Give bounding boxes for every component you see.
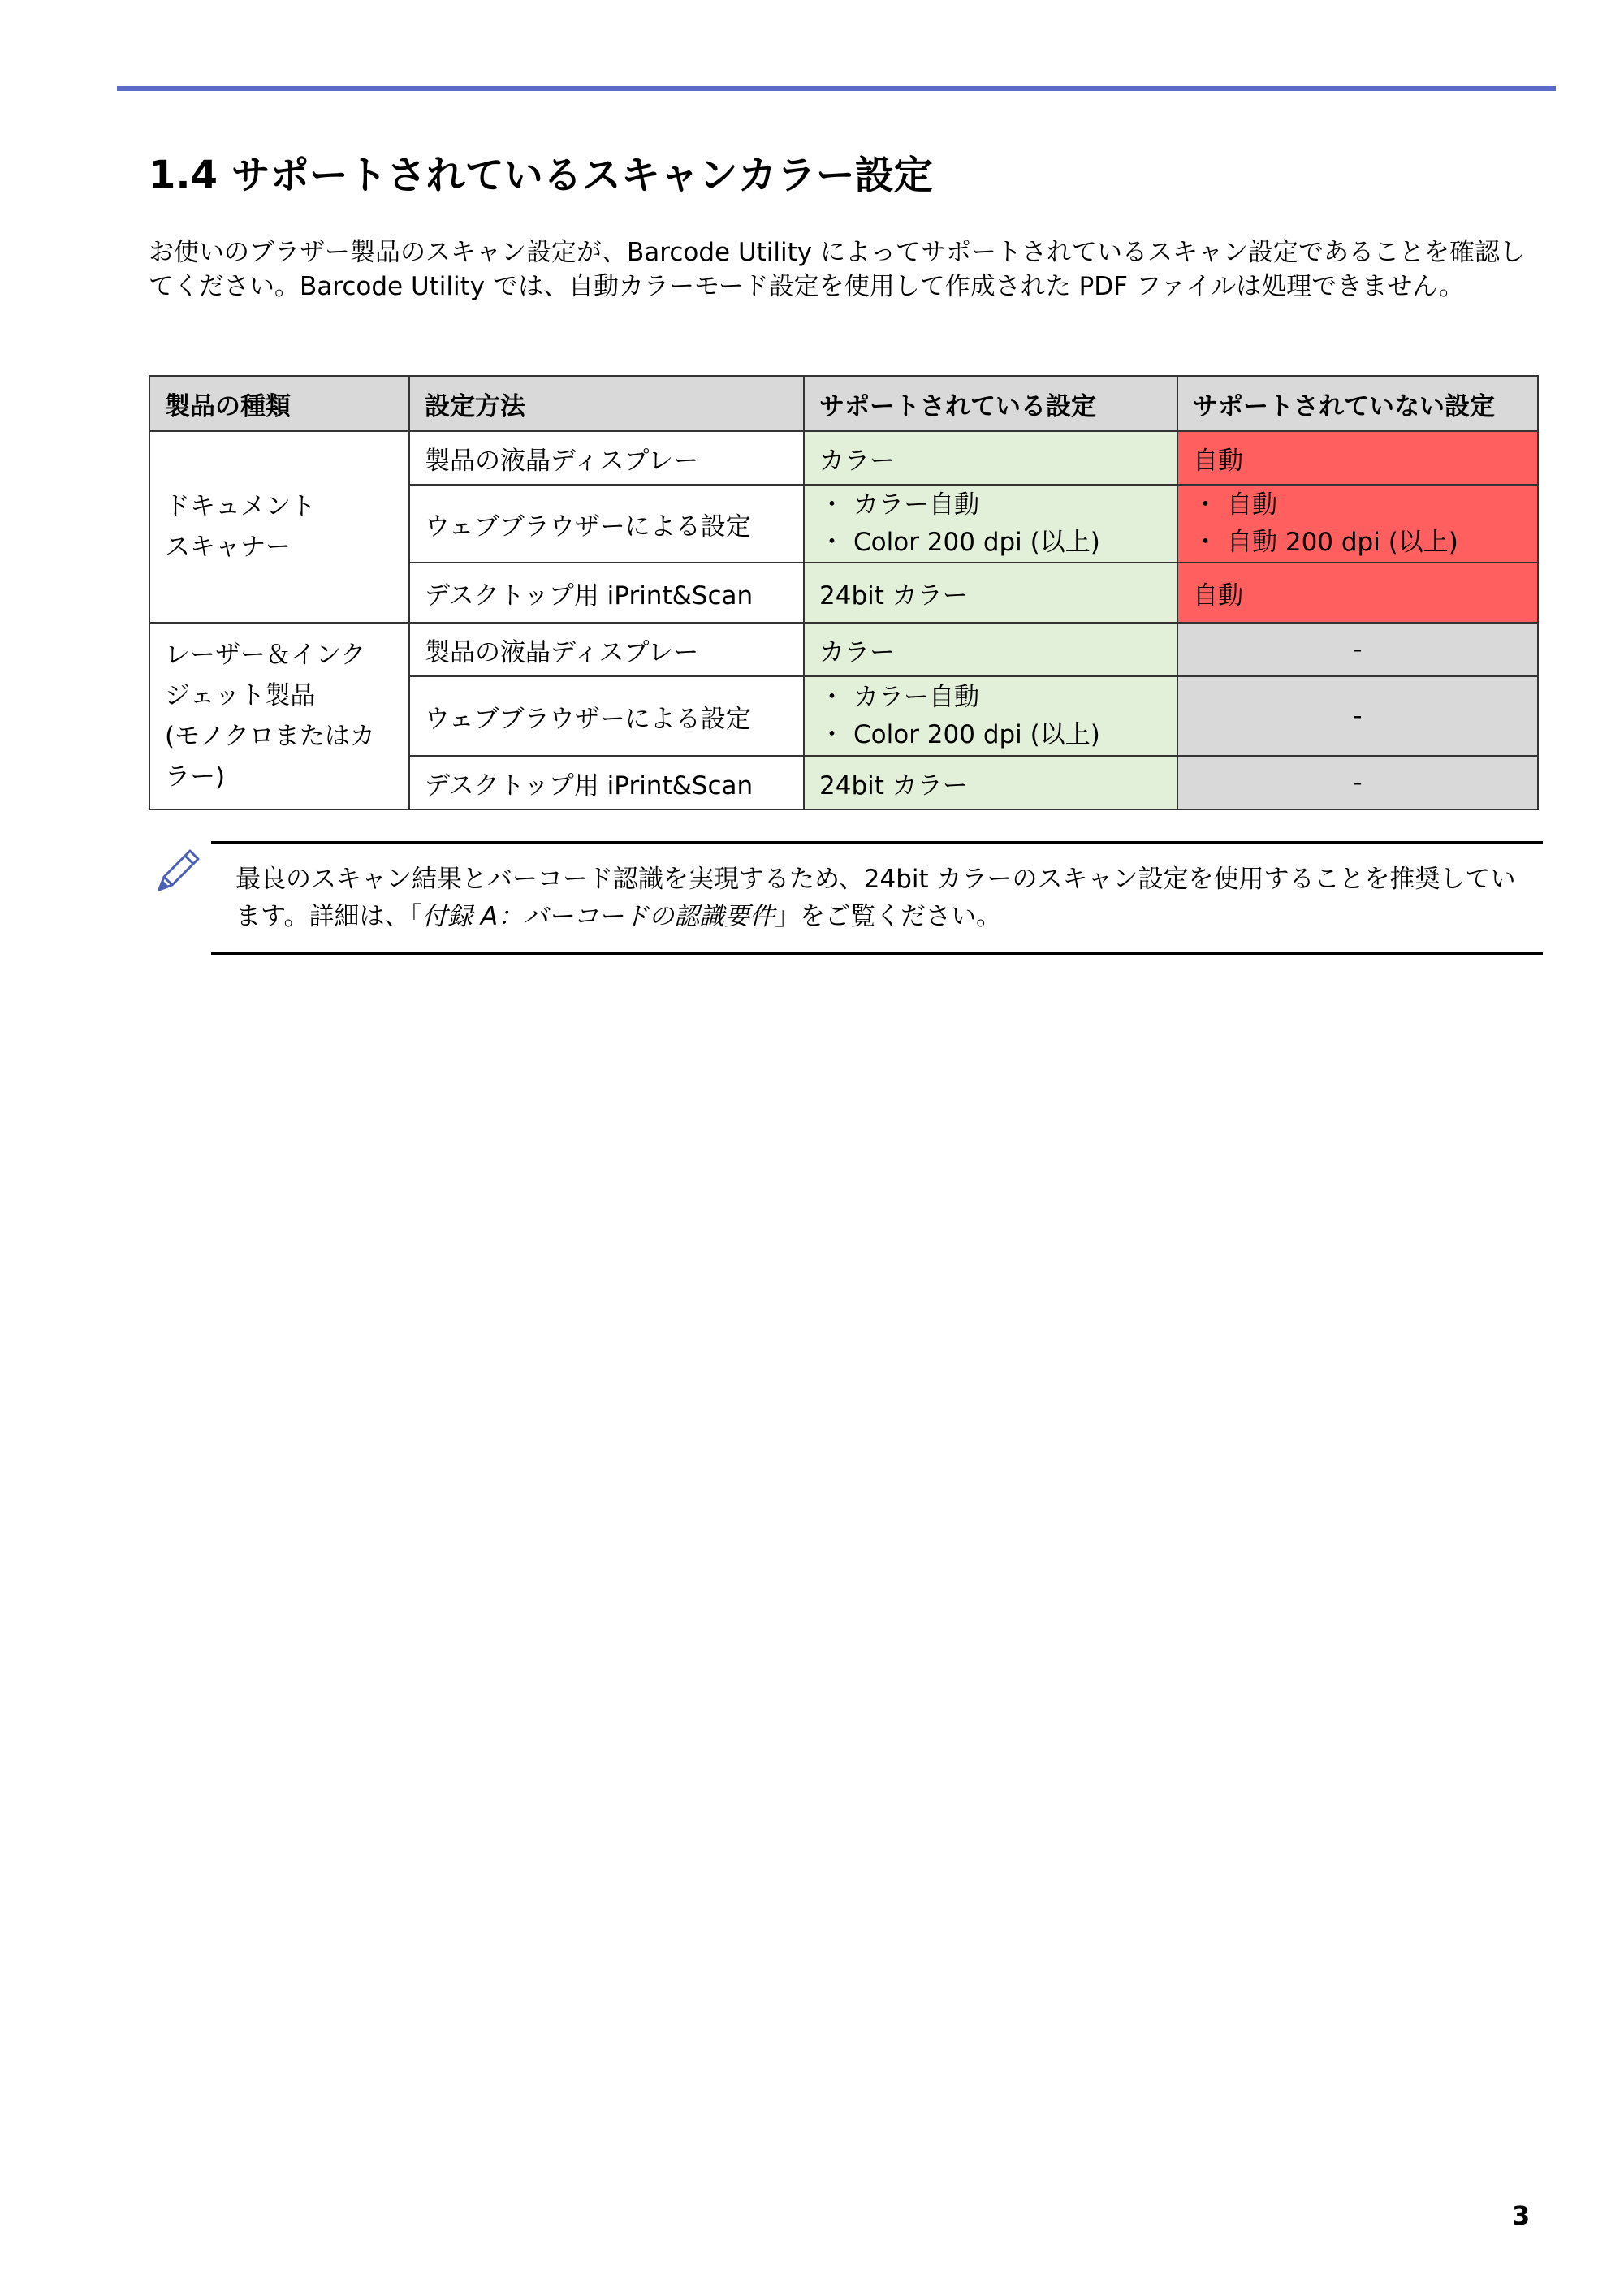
table-row	[149, 431, 1538, 485]
bullet: ・	[819, 490, 844, 520]
supported-cell: カラー	[804, 623, 1177, 676]
column-header-unsupported: サポートされていない設定	[1177, 376, 1538, 431]
column-header-method: 設定方法	[409, 376, 804, 431]
supported-cell	[804, 485, 1177, 563]
list-item: ・ カラー自動	[819, 486, 1162, 524]
method-cell: 製品の液晶ディスプレー	[409, 623, 804, 676]
method-cell: 製品の液晶ディスプレー	[409, 431, 804, 485]
pencil-icon	[151, 844, 205, 898]
note-text: 最良のスキャン結果とバーコード認識を実現するため、24bit カラーのスキャン設定を使用することを推奨しています。詳細は、「付録 A：バーコードの認識要件」をご覧ください。	[235, 865, 1516, 931]
bullet: ・	[819, 683, 844, 712]
unsupported-cell: -	[1177, 756, 1538, 809]
supported-cell: カラー	[804, 431, 1177, 485]
method-cell: デスクトップ用 iPrint&Scan	[409, 756, 804, 809]
list-item: ・ カラー自動	[819, 679, 1162, 716]
method-cell: デスクトップ用 iPrint&Scan	[409, 563, 804, 623]
unsupported-cell: 自動	[1177, 563, 1538, 623]
list-item: ・ Color 200 dpi (以上)	[819, 524, 1162, 561]
header-rule	[117, 86, 1556, 91]
unsupported-cell	[1177, 485, 1538, 563]
unsupported-cell: -	[1177, 623, 1538, 676]
table-header-row	[149, 376, 1538, 431]
page-title: 1.4 サポートされているスキャンカラー設定	[149, 153, 933, 198]
method-cell: ウェブブラウザーによる設定	[409, 676, 804, 756]
bullet: ・	[1193, 490, 1218, 520]
supported-cell	[804, 676, 1177, 756]
column-header-product-type: 製品の種類	[149, 376, 409, 431]
supported-cell: 24bit カラー	[804, 563, 1177, 623]
method-cell: ウェブブラウザーによる設定	[409, 485, 804, 563]
bullet: ・	[819, 528, 844, 557]
product-type-cell	[149, 431, 409, 623]
list-item: ・ 自動 200 dpi (以上)	[1193, 524, 1522, 561]
supported-cell: 24bit カラー	[804, 756, 1177, 809]
scan-settings-table	[149, 375, 1539, 810]
list-item: ・ Color 200 dpi (以上)	[819, 716, 1162, 753]
appendix-link[interactable]: 付録 A：バーコードの認識要件	[422, 902, 775, 931]
table-row	[149, 623, 1538, 676]
page-number: 3	[1512, 2200, 1531, 2231]
bullet: ・	[819, 720, 844, 749]
bullet: ・	[1193, 528, 1218, 557]
unsupported-cell: 自動	[1177, 431, 1538, 485]
intro-paragraph: お使いのブラザー製品のスキャン設定が、Barcode Utility によってサポートされているスキャン設定であることを確認してください。Barcode Utility では、自動カラーモード設定を使用して作成された PDF ファイルは処理できません。	[149, 238, 1525, 301]
product-type-label: ドキュメント スキャナー	[165, 492, 316, 562]
product-type-cell	[149, 623, 409, 809]
unsupported-cell: -	[1177, 676, 1538, 756]
list-item: ・ 自動	[1193, 486, 1522, 524]
note-rule-bottom	[211, 952, 1543, 955]
product-type-label: レーザー＆インク ジェット製品 (モノクロまたはカ ラー)	[165, 641, 375, 792]
note-rule-top	[211, 841, 1543, 844]
column-header-supported: サポートされている設定	[804, 376, 1177, 431]
